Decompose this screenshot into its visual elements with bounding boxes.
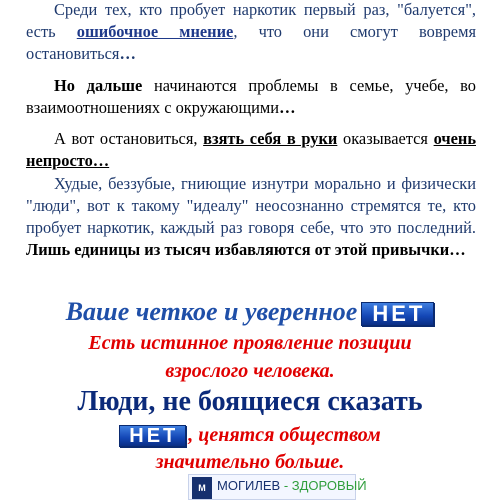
paragraph-1-ellipsis: … <box>119 44 136 63</box>
slogan-line-1 <box>0 297 500 327</box>
paragraph-3-emphasis: взять себя в руки <box>203 129 338 148</box>
paragraph-2-lead: Но дальше <box>54 76 143 95</box>
paragraph-3-emphasis-2: очень непросто… <box>26 129 476 170</box>
paragraph-2-ellipsis: … <box>279 98 296 117</box>
paragraph-4-text: Худые, беззубые, гниющие изнутри морально и физически "люди", вот к такому "идеалу" неосознанно стремятся те, кто пробует наркотик, каждый раз говоря себе, что это последний. <box>26 174 476 237</box>
logo-text <box>217 478 367 493</box>
paragraph-3-text-b: оказывается <box>337 129 434 148</box>
paragraph-1-text-a: Среди тех, кто пробует наркотик первый раз, "балуется", есть <box>26 0 476 41</box>
slogan-line-2: Есть истинное проявление позиции <box>88 332 412 354</box>
paragraph-3 <box>26 128 476 172</box>
paragraph-3-text-a: А вот остановиться, <box>54 129 204 148</box>
slogan-line-5-text: , ценятся обществом <box>188 424 381 446</box>
slogan-line-5 <box>0 424 500 447</box>
net-badge-2: НЕТ <box>119 425 186 447</box>
paragraph-4-bold: Лишь единицы из тысяч избавляются от этой привычки… <box>26 240 466 259</box>
paragraph-4 <box>26 173 476 261</box>
paragraph-2 <box>26 75 476 119</box>
logo-text-healthy: - ЗДОРОВЫЙ <box>280 478 367 493</box>
paragraph-1 <box>26 0 476 65</box>
logo-text-city: МОГИЛЕВ <box>217 478 281 493</box>
slogan-line-6: значительно больше. <box>155 451 345 473</box>
slogan-line-4: Люди, не боящиеся сказать <box>77 386 423 417</box>
city-logo <box>188 474 367 500</box>
paragraph-1-emphasis: ошибочное мнение <box>76 22 234 41</box>
slogan-line-1-text: Ваше четкое и уверенное <box>65 297 358 326</box>
net-badge-1: НЕТ <box>361 302 434 326</box>
logo-emblem-icon: М <box>192 477 212 499</box>
slogan-line-3: взрослого человека. <box>165 360 335 382</box>
paragraph-2-text: начинаются проблемы в семье, учебе, во взаимоотношениях с окружающими <box>26 76 476 117</box>
paragraph-1-text-b: , что они смогут вовремя остановиться <box>26 22 476 63</box>
